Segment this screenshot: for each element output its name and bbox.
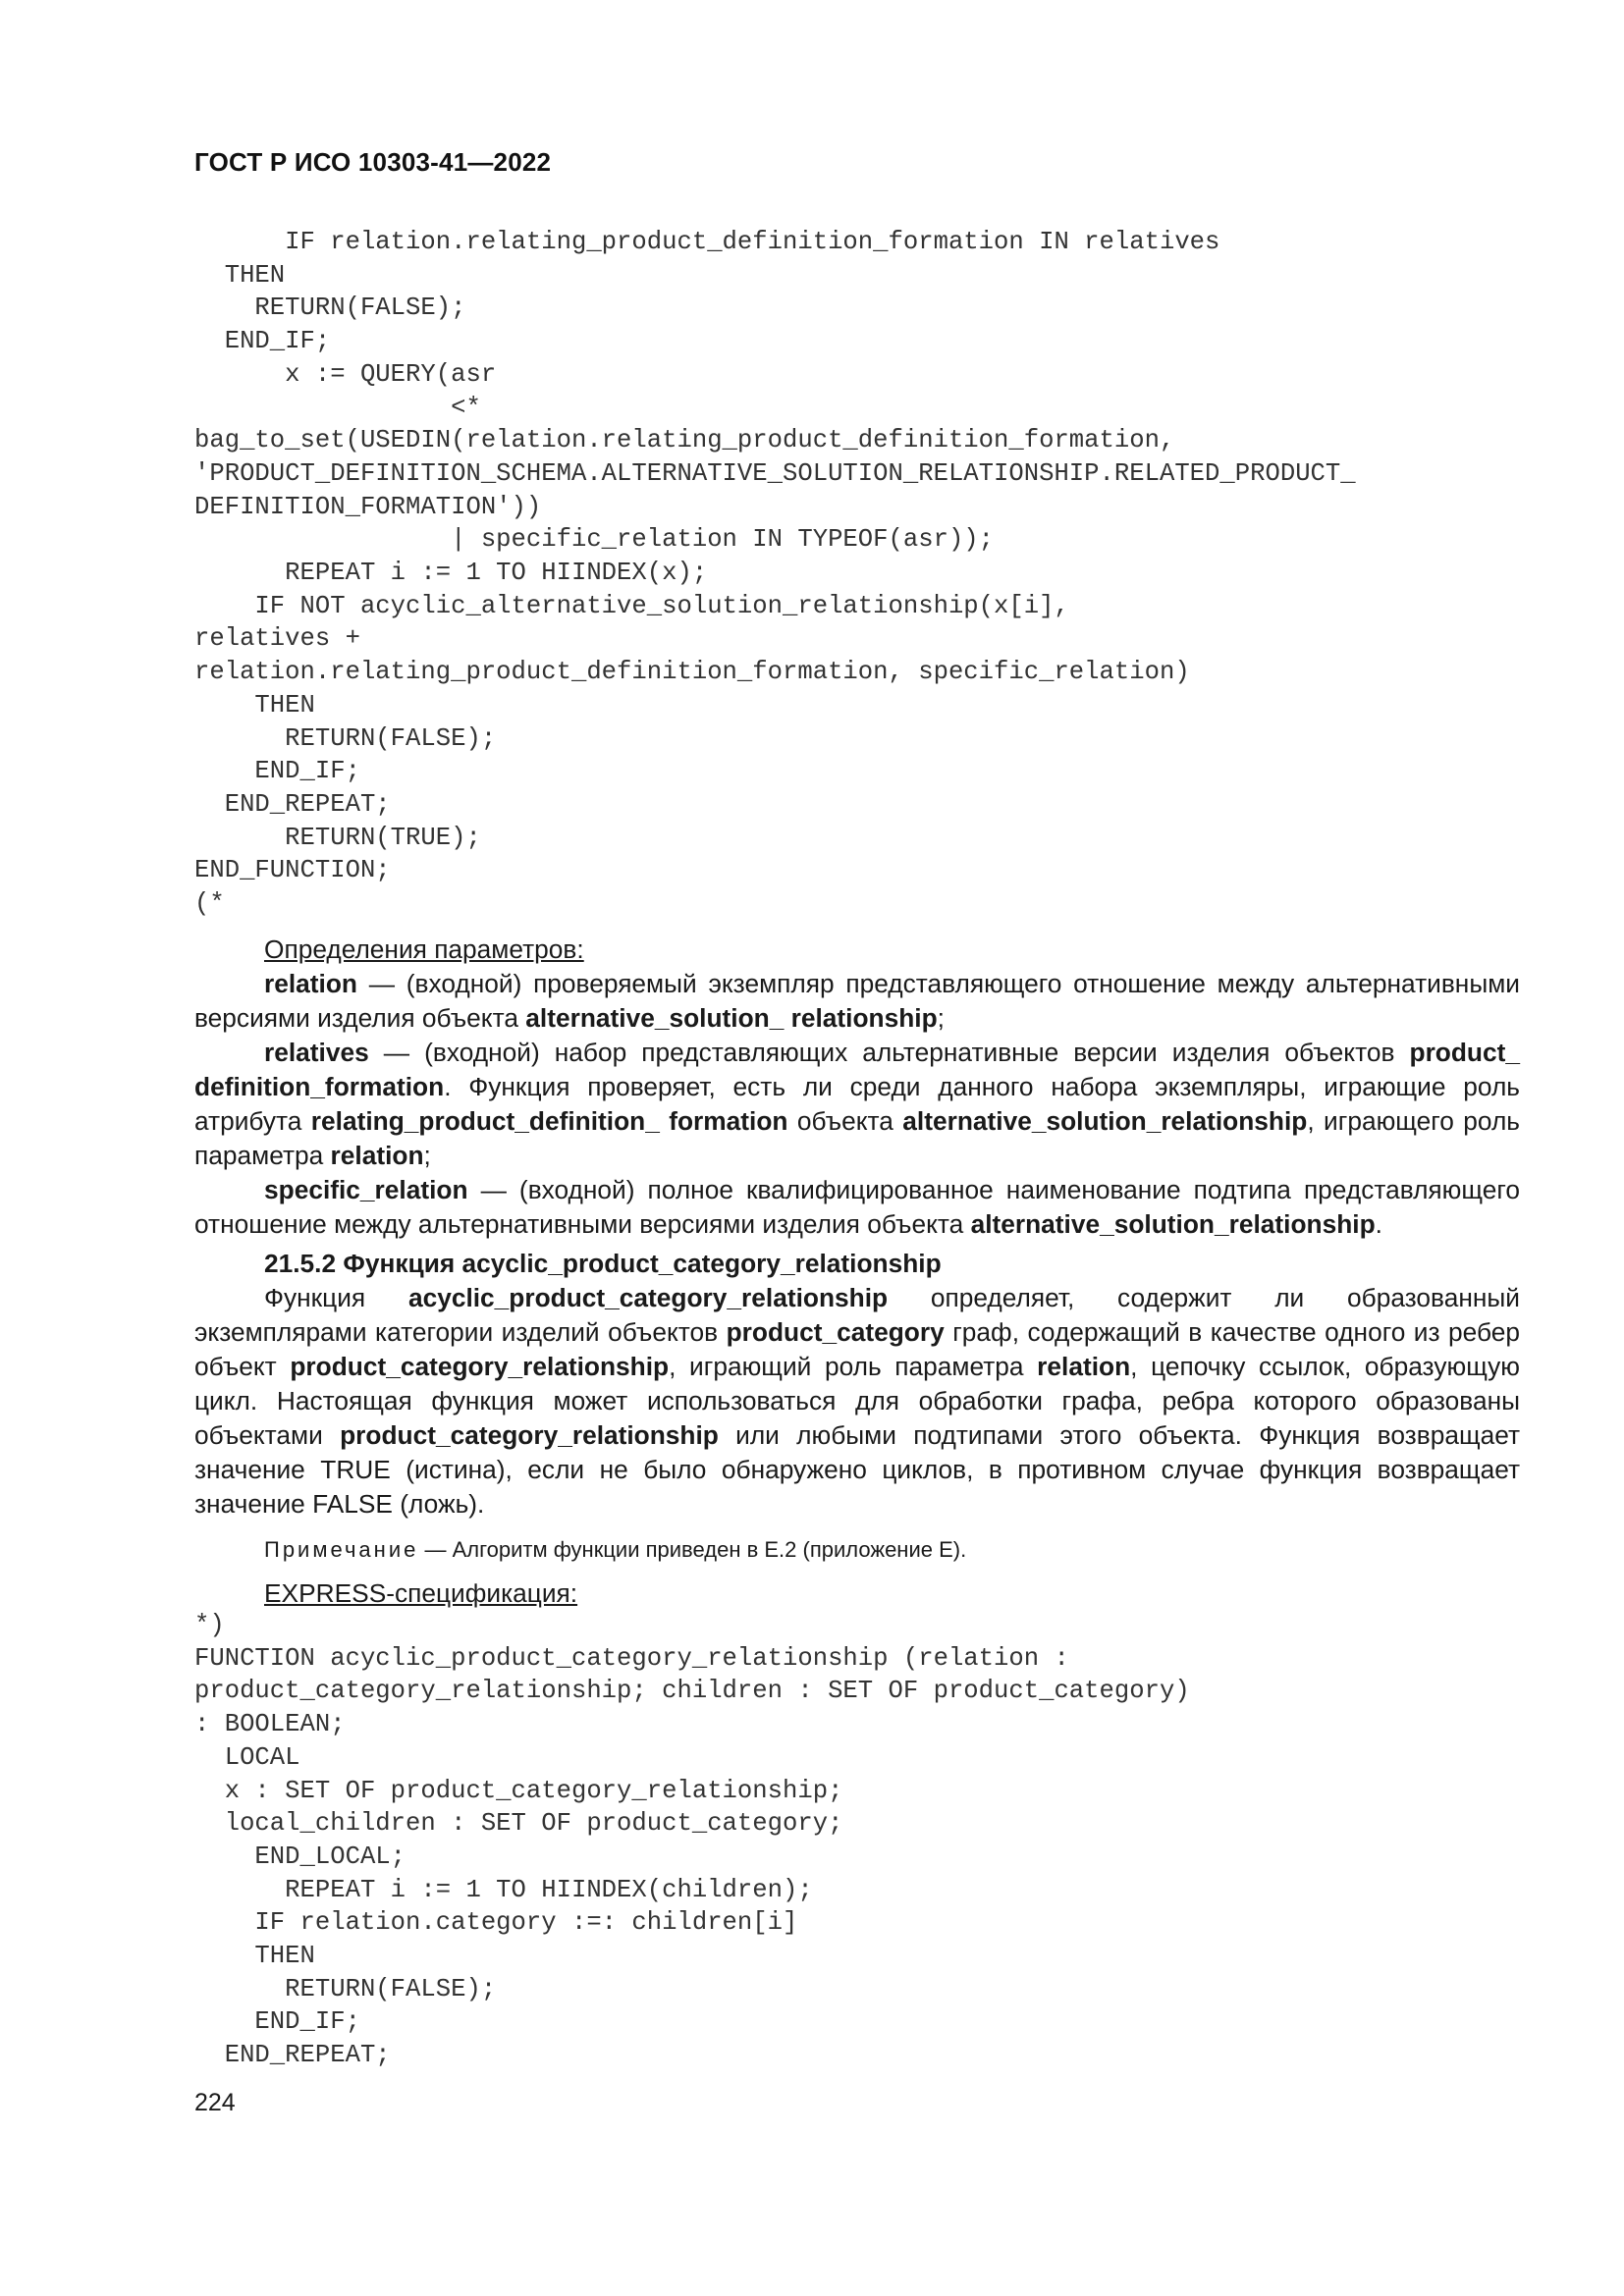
entity-name: product_category_relationship (290, 1352, 670, 1381)
express-heading: EXPRESS-спецификация: (264, 1578, 578, 1608)
express-code-block: IF relation.relating_product_definition_formation IN relatives THEN RETURN(FALSE); END_IF; x := QUERY(asr <* bag_to_set(USEDIN(relation.relating_product_definition_formation, 'PRODUCT_DEFINITION_SCHEMA.ALTERNATIVE_SOLUTION_RELATIONSHIP.RELATED_PRODUCT_ DEFINITION_FORMATION')) | specific_relation IN TYPEOF(asr)); REPEAT i := 1 TO HIINDEX(x); IF NOT acyclic_alternative_solution_relationship(x[i], relatives + relation.relating_product_definition_formation, specific_relation) THEN RETURN(FALSE); END_IF; END_REPEAT; RETURN(TRUE); END_FUNCTION; (* (194, 228, 1356, 919)
definitions-heading: Определения параметров: (264, 934, 584, 964)
entity-name: alternative_solution_relationship (970, 1209, 1376, 1239)
term: specific_relation (264, 1175, 468, 1204)
note: Примечание — Алгоритм функции приведен в Е.2 (приложение Е). (264, 1537, 967, 1562)
entity-name: relating_product_definition_ formation (310, 1106, 788, 1136)
term: relatives (264, 1038, 369, 1067)
entity-name: relation (330, 1141, 424, 1170)
entity-name: alternative_solution_ relationship (525, 1003, 938, 1033)
entity-name: product_category_relationship (340, 1420, 719, 1450)
section-heading: 21.5.2 Функция acyclic_product_category_relationship (264, 1249, 942, 1278)
definition-relation: relation — (входной) проверяемый экземпляр представляющего отношение между альтернативными версиями изделия объекта alternative_solution_ relationship; (194, 969, 1520, 1033)
entity-name: alternative_solution_relationship (902, 1106, 1308, 1136)
section-paragraph: Функция acyclic_product_category_relationship определяет, содержит ли образованный экземплярами категории изделий объектов product_category граф, содержащий в качестве одного из ребер объект product_category_relationship, играющий роль параметра relation, цепочку ссылок, образующую цикл. Настоящая функция может использоваться для обработки графа, ребра которого образованы объектами product_category_relationship или любыми подтипами этого объекта. Функция возвращает значение TRUE (истина), если не было обнаружено циклов, в противном случае функция возвращает значение FALSE (ложь). (194, 1283, 1521, 1519)
entity-name: acyclic_product_category_relationship (407, 1283, 889, 1312)
document-header: ГОСТ Р ИСО 10303-41—2022 (194, 147, 552, 177)
entity-name: product_ definition_formation (194, 1038, 1520, 1101)
term: relation (264, 969, 357, 998)
entity-name: product_category (726, 1317, 945, 1347)
parameter-definitions (194, 933, 1520, 1242)
definition-specific-relation: specific_relation — (входной) полное квалифицированное наименование подтипа представляющего отношение между альтернативными версиями изделия объекта alternative_solution_relationship. (194, 1175, 1520, 1239)
entity-name: relation (1037, 1352, 1131, 1381)
note-label: Примечание (264, 1537, 419, 1562)
definition-relatives: relatives — (входной) набор представляющих альтернативные версии изделия объектов product_ definition_formation. Функция проверяет, есть ли среди данного набора экземпляры, играющие роль атрибута relating_product_definition_ formation объекта alternative_solution_relationship, играющего роль параметра relation; (194, 1038, 1521, 1170)
section-21-5-2 (194, 1247, 1520, 1611)
page-number: 224 (194, 2089, 236, 2116)
express-function-code: *) FUNCTION acyclic_product_category_relationship (relation : product_category_relationship; children : SET OF product_category) : BOOLEAN; LOCAL x : SET OF product_category_relationship; local_children : SET OF product_category; END_LOCAL; REPEAT i := 1 TO HIINDEX(children); IF relation.category :=: children[i] THEN RETURN(FALSE); END_IF; END_REPEAT; (194, 1611, 1190, 2070)
